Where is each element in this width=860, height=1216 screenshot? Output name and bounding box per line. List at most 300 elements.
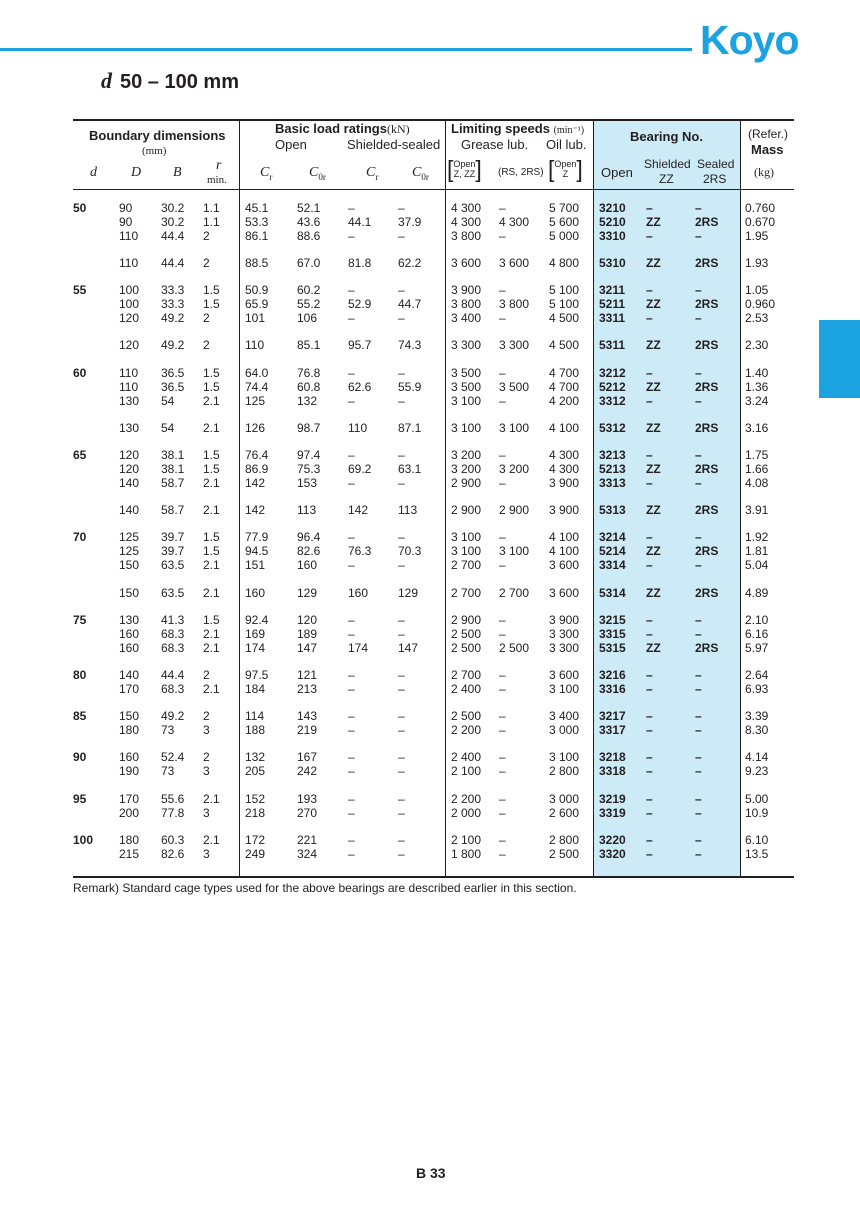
cell-C0r: 75.3 bbox=[297, 462, 321, 476]
cell-rs: 2RS bbox=[695, 503, 719, 517]
cell-B: 49.2 bbox=[161, 311, 185, 325]
cell-C0r: 52.1 bbox=[297, 201, 321, 215]
cell-rs: 2RS bbox=[695, 586, 719, 600]
cell-D: 100 bbox=[119, 283, 140, 297]
cell-open: 5314 bbox=[599, 586, 626, 600]
cell-oil: 4 700 bbox=[549, 366, 580, 380]
cell-mass: 3.16 bbox=[745, 421, 769, 435]
cell-mass: 8.30 bbox=[745, 723, 769, 737]
oil-label: Oil lub. bbox=[546, 137, 587, 152]
cell-Cr2: – bbox=[348, 750, 355, 764]
cell-Cr2: – bbox=[348, 764, 355, 778]
cell-g1: 2 900 bbox=[451, 476, 482, 490]
cell-D: 160 bbox=[119, 641, 140, 655]
cell-r: 2 bbox=[203, 709, 210, 723]
cell-Cr2: – bbox=[348, 229, 355, 243]
cell-Cr2: – bbox=[348, 723, 355, 737]
cell-B: 30.2 bbox=[161, 201, 185, 215]
cell-zz: – bbox=[646, 668, 653, 682]
cell-D: 150 bbox=[119, 586, 140, 600]
cell-D: 120 bbox=[119, 311, 140, 325]
cell-r: 1.5 bbox=[203, 462, 220, 476]
cell-oil: 3 900 bbox=[549, 503, 580, 517]
cell-oil: 4 700 bbox=[549, 380, 580, 394]
cell-Cr2: 142 bbox=[348, 503, 369, 517]
basic-unit: (kN) bbox=[386, 122, 410, 136]
cell-open: 3220 bbox=[599, 833, 626, 847]
cell-g2: – bbox=[499, 613, 506, 627]
cell-d: 100 bbox=[73, 833, 94, 847]
cell-mass: 1.05 bbox=[745, 283, 769, 297]
cell-mass: 6.93 bbox=[745, 682, 769, 696]
cell-d: 50 bbox=[73, 201, 87, 215]
cell-Cr: 92.4 bbox=[245, 613, 269, 627]
cell-zz: – bbox=[646, 750, 653, 764]
cell-oil: 4 300 bbox=[549, 462, 580, 476]
cell-Cr2: 44.1 bbox=[348, 215, 372, 229]
cell-g1: 3 800 bbox=[451, 229, 482, 243]
cell-C0r: 85.1 bbox=[297, 338, 321, 352]
cell-zz: – bbox=[646, 709, 653, 723]
cell-Cr: 114 bbox=[245, 709, 265, 723]
cell-d: 90 bbox=[73, 750, 87, 764]
cell-C0r2: – bbox=[398, 627, 405, 641]
boundary-heading: Boundary dimensions bbox=[89, 128, 226, 143]
cell-D: 160 bbox=[119, 750, 140, 764]
cell-g2: 2 700 bbox=[499, 586, 530, 600]
cell-g1: 1 800 bbox=[451, 847, 482, 861]
cell-zz: ZZ bbox=[646, 297, 661, 311]
cell-D: 200 bbox=[119, 806, 140, 820]
col-header-D: D bbox=[131, 165, 142, 180]
cell-Cr: 64.0 bbox=[245, 366, 269, 380]
cell-Cr: 74.4 bbox=[245, 380, 269, 394]
cell-open: 3311 bbox=[599, 311, 626, 325]
cell-r: 2 bbox=[203, 750, 210, 764]
cell-B: 44.4 bbox=[161, 668, 185, 682]
cell-C0r2: 129 bbox=[398, 586, 419, 600]
cell-g2: – bbox=[499, 283, 506, 297]
cell-g1: 3 200 bbox=[451, 462, 482, 476]
cell-g2: – bbox=[499, 311, 506, 325]
cell-D: 140 bbox=[119, 476, 140, 490]
cell-open: 5315 bbox=[599, 641, 626, 655]
cell-rs: – bbox=[695, 792, 702, 806]
cell-g2: 3 300 bbox=[499, 338, 530, 352]
cell-C0r2: – bbox=[398, 723, 405, 737]
cell-open: 3211 bbox=[599, 283, 626, 297]
cell-g2: – bbox=[499, 723, 506, 737]
cell-D: 125 bbox=[119, 530, 140, 544]
cell-zz: – bbox=[646, 558, 653, 572]
cell-Cr2: – bbox=[348, 311, 355, 325]
cell-r: 2.1 bbox=[203, 682, 220, 696]
cell-B: 68.3 bbox=[161, 627, 185, 641]
cell-rs: 2RS bbox=[695, 641, 719, 655]
cell-B: 60.3 bbox=[161, 833, 185, 847]
cell-C0r2: – bbox=[398, 750, 405, 764]
cell-C0r2: 87.1 bbox=[398, 421, 422, 435]
cell-C0r: 82.6 bbox=[297, 544, 321, 558]
cell-C0r: 193 bbox=[297, 792, 318, 806]
cell-Cr: 184 bbox=[245, 682, 266, 696]
cell-open: 3310 bbox=[599, 229, 626, 243]
cell-g1: 2 700 bbox=[451, 586, 482, 600]
cell-r: 3 bbox=[203, 806, 210, 820]
cell-Cr2: – bbox=[348, 201, 355, 215]
cell-g2: 4 300 bbox=[499, 215, 530, 229]
cell-mass: 9.23 bbox=[745, 764, 769, 778]
cell-rs: – bbox=[695, 476, 702, 490]
cell-C0r2: – bbox=[398, 709, 405, 723]
cell-d: 55 bbox=[73, 283, 87, 297]
cell-r: 2.1 bbox=[203, 641, 220, 655]
cell-open: 3316 bbox=[599, 682, 626, 696]
cell-g1: 3 100 bbox=[451, 530, 482, 544]
cell-rs: – bbox=[695, 723, 702, 737]
cell-Cr2: – bbox=[348, 668, 355, 682]
cell-zz: ZZ bbox=[646, 256, 661, 270]
cell-oil: 5 000 bbox=[549, 229, 580, 243]
cell-g2: – bbox=[499, 476, 506, 490]
cell-mass: 10.9 bbox=[745, 806, 769, 820]
cell-open: 3314 bbox=[599, 558, 626, 572]
cell-C0r2: 63.1 bbox=[398, 462, 422, 476]
cell-Cr: 88.5 bbox=[245, 256, 269, 270]
cell-D: 150 bbox=[119, 558, 140, 572]
cell-D: 110 bbox=[119, 366, 139, 380]
cell-r: 2.1 bbox=[203, 503, 220, 517]
cell-g1: 3 100 bbox=[451, 394, 482, 408]
cell-B: 58.7 bbox=[161, 476, 185, 490]
cell-zz: – bbox=[646, 613, 653, 627]
cell-zz: ZZ bbox=[646, 421, 661, 435]
cell-Cr2: – bbox=[348, 709, 355, 723]
limiting-heading bbox=[451, 121, 584, 138]
cell-zz: ZZ bbox=[646, 462, 661, 476]
cell-open: 3214 bbox=[599, 530, 626, 544]
basic-heading-text: Basic load ratings bbox=[275, 121, 387, 136]
cell-open: 3213 bbox=[599, 448, 626, 462]
cell-C0r: 97.4 bbox=[297, 448, 321, 462]
col-divider bbox=[239, 120, 240, 877]
cell-C0r: 55.2 bbox=[297, 297, 321, 311]
cell-rs: 2RS bbox=[695, 380, 719, 394]
cell-oil: 3 100 bbox=[549, 750, 580, 764]
cell-g1: 3 600 bbox=[451, 256, 482, 270]
cell-mass: 0.960 bbox=[745, 297, 776, 311]
cell-D: 180 bbox=[119, 723, 140, 737]
cell-D: 190 bbox=[119, 764, 140, 778]
grease-label: Grease lub. bbox=[461, 137, 529, 152]
cell-mass: 5.97 bbox=[745, 641, 769, 655]
cell-mass: 1.40 bbox=[745, 366, 769, 380]
cell-B: 49.2 bbox=[161, 338, 185, 352]
cell-rs: – bbox=[695, 682, 702, 696]
cell-g1: 2 700 bbox=[451, 558, 482, 572]
cell-rs: – bbox=[695, 283, 702, 297]
cell-B: 58.7 bbox=[161, 503, 185, 517]
cell-r: 3 bbox=[203, 723, 210, 737]
cell-Cr: 249 bbox=[245, 847, 266, 861]
col-header-B: B bbox=[173, 165, 182, 180]
cell-mass: 3.91 bbox=[745, 503, 769, 517]
cell-Cr: 205 bbox=[245, 764, 266, 778]
cell-rs: 2RS bbox=[695, 421, 719, 435]
cell-rs: – bbox=[695, 558, 702, 572]
cell-g1: 4 300 bbox=[451, 201, 482, 215]
cell-oil: 2 500 bbox=[549, 847, 580, 861]
cell-r: 2 bbox=[203, 668, 210, 682]
cell-rs: 2RS bbox=[695, 297, 719, 311]
cell-g1: 2 200 bbox=[451, 723, 482, 737]
cell-open: 3219 bbox=[599, 792, 626, 806]
brand-logo: Koyo bbox=[700, 17, 799, 63]
col-header-r: r bbox=[216, 158, 222, 173]
cell-oil: 4 800 bbox=[549, 256, 580, 270]
bn-sealed-label: Sealed bbox=[697, 157, 735, 171]
cell-rs: – bbox=[695, 201, 702, 215]
title-range: 50 – 100 mm bbox=[120, 71, 239, 93]
cell-g2: 2 500 bbox=[499, 641, 530, 655]
cell-C0r: 43.6 bbox=[297, 215, 321, 229]
cell-C0r2: 147 bbox=[398, 641, 419, 655]
cell-mass: 1.66 bbox=[745, 462, 769, 476]
cell-open: 3218 bbox=[599, 750, 626, 764]
cell-r: 2.1 bbox=[203, 394, 220, 408]
cell-C0r: 213 bbox=[297, 682, 318, 696]
cell-g1: 2 200 bbox=[451, 792, 482, 806]
cell-D: 110 bbox=[119, 229, 139, 243]
cell-Cr2: 160 bbox=[348, 586, 369, 600]
cell-rs: – bbox=[695, 448, 702, 462]
cell-Cr: 142 bbox=[245, 503, 266, 517]
cell-mass: 1.93 bbox=[745, 256, 769, 270]
cell-g1: 3 400 bbox=[451, 311, 482, 325]
cell-C0r: 88.6 bbox=[297, 229, 321, 243]
cell-B: 44.4 bbox=[161, 256, 185, 270]
cell-zz: – bbox=[646, 847, 653, 861]
cell-C0r2: – bbox=[398, 448, 405, 462]
cell-mass: 6.16 bbox=[745, 627, 769, 641]
cell-C0r: 120 bbox=[297, 613, 318, 627]
cell-mass: 0.670 bbox=[745, 215, 776, 229]
cell-open: 3312 bbox=[599, 394, 626, 408]
cell-Cr2: – bbox=[348, 530, 355, 544]
bearing-no-heading: Bearing No. bbox=[630, 129, 703, 144]
cell-D: 150 bbox=[119, 709, 140, 723]
cell-oil: 3 100 bbox=[549, 682, 580, 696]
cell-zz: ZZ bbox=[646, 338, 661, 352]
cell-C0r2: – bbox=[398, 558, 405, 572]
cell-C0r2: – bbox=[398, 764, 405, 778]
cell-open: 5313 bbox=[599, 503, 626, 517]
cell-g1: 2 900 bbox=[451, 613, 482, 627]
cell-C0r2: 37.9 bbox=[398, 215, 422, 229]
cell-r: 1.5 bbox=[203, 297, 220, 311]
cell-C0r: 60.2 bbox=[297, 283, 321, 297]
cell-C0r2: – bbox=[398, 530, 405, 544]
cell-mass: 2.10 bbox=[745, 613, 769, 627]
cell-open: 3315 bbox=[599, 627, 626, 641]
cell-zz: ZZ bbox=[646, 544, 661, 558]
cell-Cr: 172 bbox=[245, 833, 266, 847]
cell-g1: 2 700 bbox=[451, 668, 482, 682]
cell-Cr: 174 bbox=[245, 641, 266, 655]
cell-mass: 5.00 bbox=[745, 792, 769, 806]
cell-zz: – bbox=[646, 764, 653, 778]
cell-r: 2.1 bbox=[203, 476, 220, 490]
cell-g2: – bbox=[499, 558, 506, 572]
cell-open: 5310 bbox=[599, 256, 626, 270]
cell-g1: 4 300 bbox=[451, 215, 482, 229]
cell-C0r: 324 bbox=[297, 847, 318, 861]
cell-g1: 3 200 bbox=[451, 448, 482, 462]
bn-shielded-label: Shielded bbox=[644, 157, 691, 171]
cell-C0r: 106 bbox=[297, 311, 318, 325]
cell-rs: – bbox=[695, 613, 702, 627]
cell-mass: 13.5 bbox=[745, 847, 769, 861]
cell-g2: – bbox=[499, 668, 506, 682]
bn-open-label: Open bbox=[601, 165, 633, 180]
cell-Cr: 45.1 bbox=[245, 201, 269, 215]
cell-r: 2.1 bbox=[203, 558, 220, 572]
cell-Cr2: 81.8 bbox=[348, 256, 372, 270]
cell-r: 1.5 bbox=[203, 530, 220, 544]
cell-g2: – bbox=[499, 530, 506, 544]
cell-mass: 4.89 bbox=[745, 586, 769, 600]
cell-zz: – bbox=[646, 806, 653, 820]
cell-Cr: 151 bbox=[245, 558, 266, 572]
cell-Cr2: – bbox=[348, 682, 355, 696]
cell-D: 130 bbox=[119, 394, 140, 408]
cell-open: 3216 bbox=[599, 668, 626, 682]
cell-C0r: 76.8 bbox=[297, 366, 321, 380]
cell-g2: 3 500 bbox=[499, 380, 530, 394]
cell-Cr2: 110 bbox=[348, 421, 368, 435]
cell-rs: – bbox=[695, 311, 702, 325]
col-header-Cr-open: $C_r$ bbox=[260, 165, 273, 182]
cell-C0r2: – bbox=[398, 847, 405, 861]
col-header-C0r-sealed: $C_{0r}$ bbox=[412, 165, 429, 182]
cell-Cr: 188 bbox=[245, 723, 266, 737]
cell-D: 130 bbox=[119, 613, 140, 627]
cell-zz: – bbox=[646, 448, 653, 462]
cell-C0r2: 70.3 bbox=[398, 544, 422, 558]
mass-unit: (kg) bbox=[754, 165, 774, 179]
cell-Cr: 97.5 bbox=[245, 668, 269, 682]
cell-g2: – bbox=[499, 229, 506, 243]
cell-rs: – bbox=[695, 764, 702, 778]
cell-r: 1.5 bbox=[203, 544, 220, 558]
cell-r: 2 bbox=[203, 311, 210, 325]
cell-d: 70 bbox=[73, 530, 87, 544]
col-header-rmin: min. bbox=[207, 174, 227, 186]
cell-D: 90 bbox=[119, 215, 133, 229]
cell-C0r: 189 bbox=[297, 627, 318, 641]
cell-g2: – bbox=[499, 750, 506, 764]
cell-g1: 3 500 bbox=[451, 366, 482, 380]
cell-Cr: 50.9 bbox=[245, 283, 269, 297]
cell-C0r: 67.0 bbox=[297, 256, 321, 270]
cell-rs: – bbox=[695, 627, 702, 641]
cell-C0r2: – bbox=[398, 806, 405, 820]
cell-g1: 2 400 bbox=[451, 682, 482, 696]
cell-Cr: 86.1 bbox=[245, 229, 269, 243]
cell-Cr2: 174 bbox=[348, 641, 369, 655]
cell-oil: 4 200 bbox=[549, 394, 580, 408]
cell-rs: 2RS bbox=[695, 462, 719, 476]
cell-C0r2: – bbox=[398, 311, 405, 325]
cell-B: 49.2 bbox=[161, 709, 185, 723]
cell-zz: ZZ bbox=[646, 380, 661, 394]
cell-d: 80 bbox=[73, 668, 87, 682]
cell-D: 110 bbox=[119, 380, 139, 394]
cell-g2: 3 800 bbox=[499, 297, 530, 311]
cell-C0r2: 74.3 bbox=[398, 338, 422, 352]
cell-C0r: 113 bbox=[297, 503, 317, 517]
cell-Cr2: – bbox=[348, 476, 355, 490]
cell-r: 1.5 bbox=[203, 366, 220, 380]
cell-D: 120 bbox=[119, 462, 140, 476]
cell-B: 44.4 bbox=[161, 229, 185, 243]
cell-oil: 5 100 bbox=[549, 283, 580, 297]
boundary-unit: (mm) bbox=[142, 145, 167, 157]
grease-seal-label: (RS, 2RS) bbox=[498, 167, 544, 178]
cell-zz: – bbox=[646, 229, 653, 243]
cell-B: 73 bbox=[161, 764, 175, 778]
col-header-d: d bbox=[90, 165, 97, 180]
cell-mass: 2.64 bbox=[745, 668, 769, 682]
cell-D: 120 bbox=[119, 338, 140, 352]
cell-Cr2: – bbox=[348, 847, 355, 861]
cell-open: 3319 bbox=[599, 806, 626, 820]
cell-oil: 2 800 bbox=[549, 764, 580, 778]
cell-D: 140 bbox=[119, 503, 140, 517]
cell-B: 54 bbox=[161, 421, 175, 435]
cell-C0r2: – bbox=[398, 668, 405, 682]
cell-B: 36.5 bbox=[161, 366, 185, 380]
cell-C0r: 132 bbox=[297, 394, 318, 408]
cell-Cr: 101 bbox=[245, 311, 266, 325]
cell-g2: – bbox=[499, 366, 506, 380]
cell-oil: 5 700 bbox=[549, 201, 580, 215]
cell-D: 170 bbox=[119, 792, 140, 806]
bn-zz-label: ZZ bbox=[659, 172, 674, 186]
cell-Cr: 125 bbox=[245, 394, 266, 408]
cell-g2: – bbox=[499, 792, 506, 806]
cell-open: 3215 bbox=[599, 613, 626, 627]
cell-g2: 3 600 bbox=[499, 256, 530, 270]
cell-C0r: 121 bbox=[297, 668, 318, 682]
cell-C0r: 219 bbox=[297, 723, 318, 737]
basic-shielded-label: Shielded-sealed bbox=[347, 137, 441, 152]
cell-open: 5212 bbox=[599, 380, 626, 394]
cell-Cr2: 69.2 bbox=[348, 462, 372, 476]
title-symbol: d bbox=[101, 68, 112, 93]
cell-zz: ZZ bbox=[646, 641, 661, 655]
cell-d: 65 bbox=[73, 448, 87, 462]
cell-Cr: 169 bbox=[245, 627, 266, 641]
cell-zz: – bbox=[646, 627, 653, 641]
cell-B: 30.2 bbox=[161, 215, 185, 229]
cell-C0r: 129 bbox=[297, 586, 318, 600]
cell-open: 5211 bbox=[599, 297, 626, 311]
cell-g1: 2 000 bbox=[451, 806, 482, 820]
cell-mass: 6.10 bbox=[745, 833, 769, 847]
col-divider bbox=[740, 120, 741, 877]
cell-Cr: 142 bbox=[245, 476, 266, 490]
